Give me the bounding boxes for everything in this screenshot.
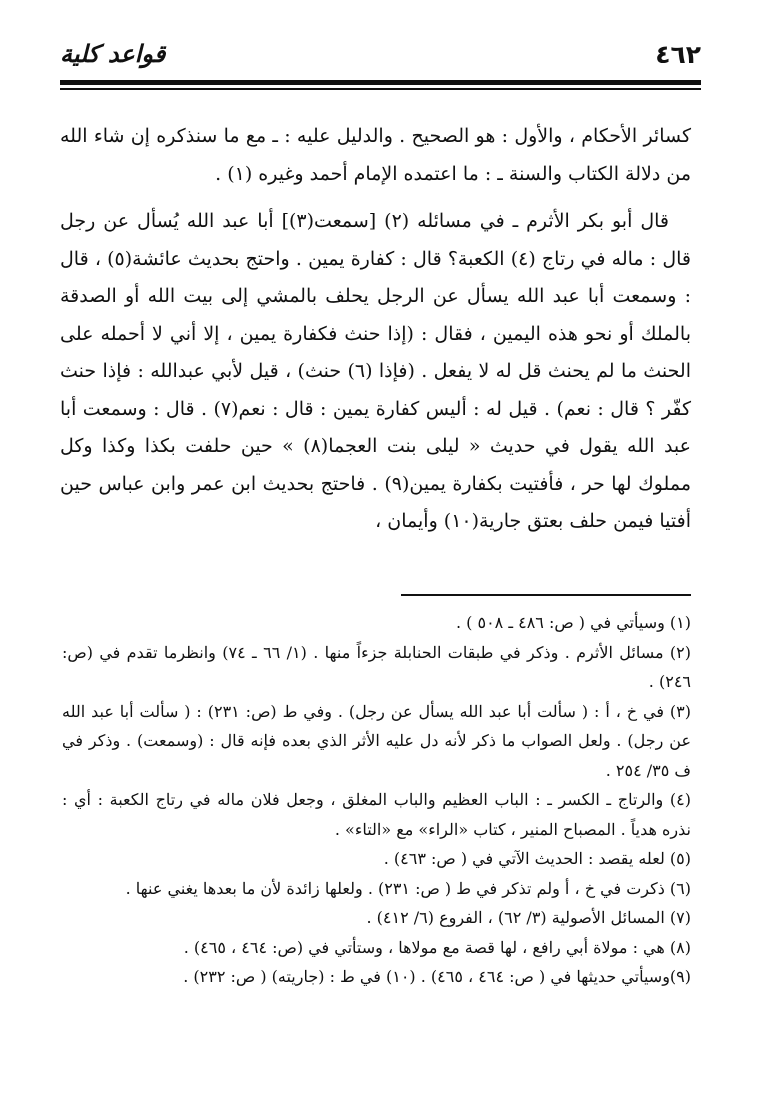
footnote-8: (٨) هي : مولاة أبي رافع ، لها قصة مع مولاها ، وستأتي في (ص: ٤٦٤ ، ٤٦٥) . <box>183 937 691 957</box>
footnote-9: (٩)وسيأتي حديثها في ( ص: ٤٦٤ ، ٤٦٥) . (١٠) في ط : (جاريته) ( ص: ٢٣٢) . <box>183 967 691 986</box>
page-header <box>60 38 701 78</box>
main-text <box>60 118 691 541</box>
footnote-2: (٢) مسائل الأثرم . وذكر في طبقات الحنابلة جزءاً منها . (١/ ٦٦ ـ ٧٤) وانظرما تقدم في (ص: ٢٤٦) . <box>62 642 692 691</box>
footnote-3: (٣) في خ ، أ : ( سألت أبا عبد الله يسأل عن رجل) . وفي ط (ص: ٢٣١) : ( سألت أبا عبد الله عن رجل) . ولعل الصواب ما ذكر لأنه دل عليه الأثر الذي بعده فإنه قال : (وسمعت) . وذكر في ف ٣٥/ ٢٥٤ . <box>62 701 692 780</box>
footnotes <box>62 608 691 992</box>
footnote-7: (٧) المسائل الأصولية (٣/ ٦٢) ، الفروع (٦/ ٤١٢) . <box>366 908 691 927</box>
footnote-5: (٥) لعله يقصد : الحديث الآتي في ( ص: ٤٦٣) . <box>383 849 691 868</box>
footnote-separator <box>401 594 691 596</box>
header-rule-thick <box>60 80 701 85</box>
footnote-1: (١) وسيأتي في ( ص: ٤٨٦ ـ ٥٠٨ ) . <box>455 613 691 632</box>
footnote-6: (٦) ذكرت في خ ، أ ولم تذكر في ط ( ص: ٢٣١) . ولعلها زائدة لأن ما بعدها يغني عنها . <box>125 878 691 898</box>
header-rule-thin <box>60 88 701 90</box>
running-title: قواعد كلية <box>60 40 166 68</box>
page-number: ٤٦٢ <box>655 40 701 69</box>
paragraph-1: كسائر الأحكام ، والأول : هو الصحيح . والدليل عليه : ـ مع ما سنذكره إن شاء الله من دلالة الكتاب والسنة ـ : ما اعتمده الإمام أحمد وغيره (١) . <box>60 125 691 185</box>
footnote-4: (٤) والرتاج ـ الكسر ـ : الباب العظيم والباب المغلق ، وجعل فلان ماله في رتاج الكعبة : أي : نذره هدياً . المصباح المنير ، كتاب «الراء» مع «التاء» . <box>62 790 691 839</box>
paragraph-2: قال أبو بكر الأثرم ـ في مسائله (٢) [سمعت(٣)] أبا عبد الله يُسأل عن رجل قال : ماله في رتاج (٤) الكعبة؟ قال : كفارة يمين . واحتج بحديث عائشة(٥) ، قال : وسمعت أبا عبد الله يسأل عن الرجل يحلف بالمشي إلى بيت الله أو الصدقة بالملك أو نحو هذه اليمين ، فقال : (إذا حنث فكفارة يمين ، إلا أني لا أحمله على الحنث ما لم يحنث قل له لا يفعل . (فإذا (٦) حنث) ، قيل لأبي عبدالله : فإذا حنث كفّر ؟ قال : نعم) . قيل له : أليس كفارة يمين : قال : نعم(٧) . قال : وسمعت أبا عبد الله يقول في حديث « ليلى بنت العجما(٨) » حين حلفت بكذا وكذا وكل مملوك لها حر ، فأفتيت بكفارة يمين(٩) . فاحتج بحديث ابن عمر وابن عباس حين أفتيا فيمن حلف بعتق جارية(١٠) وأيمان ، <box>60 210 691 532</box>
